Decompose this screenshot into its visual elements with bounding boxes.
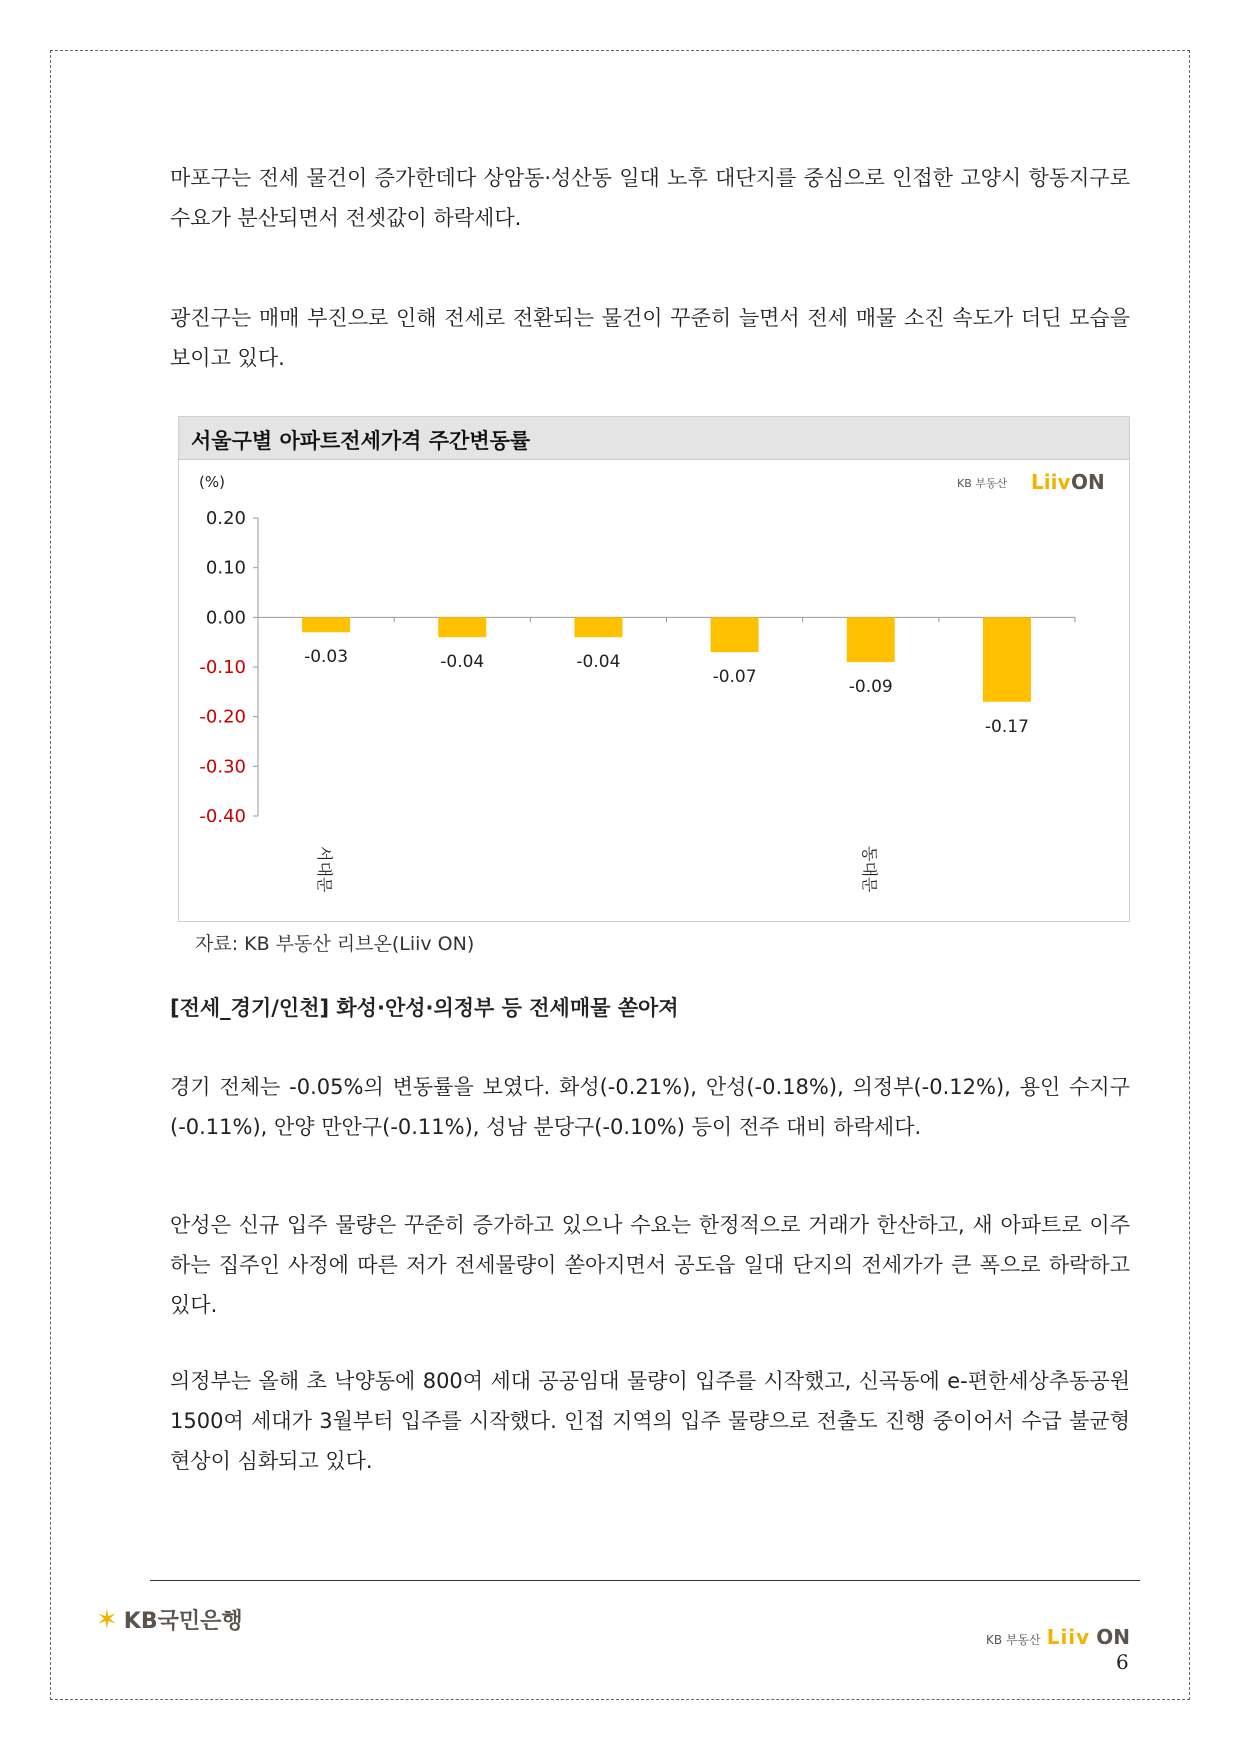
footer-liiv-logo <box>986 1625 1130 1649</box>
section-heading: [전세_경기/인천] 화성·안성·의정부 등 전세매물 쏟아져 <box>170 996 679 1020</box>
bar-value-label: -0.07 <box>712 667 757 688</box>
bar-value-label: -0.17 <box>984 716 1029 737</box>
kb-kookmin-logo <box>96 1604 243 1635</box>
footer-liiv-on: ON <box>1096 1625 1130 1649</box>
footer-liiv-brand: KB 부동산 <box>986 1633 1041 1647</box>
y-tick-label: 0.10 <box>205 557 246 579</box>
paragraph-mapo: 마포구는 전세 물건이 증가한데다 상암동·성산동 일대 노후 대단지를 중심으로 인접한 고양시 항동지구로 수요가 분산되면서 전셋값이 하락세다. <box>170 166 1130 230</box>
footer-liiv-wordmark: Liiv <box>1046 1625 1091 1649</box>
y-tick-label: -0.20 <box>199 706 246 728</box>
bar-value-label: -0.03 <box>304 647 349 668</box>
chart-container <box>178 416 1130 922</box>
y-tick-label: -0.10 <box>199 657 246 678</box>
y-tick-label: -0.30 <box>199 756 246 778</box>
category-label: 동대문 <box>859 846 879 893</box>
category-label: 서대문 <box>315 846 335 893</box>
chart-logo-on: ON <box>1071 470 1105 494</box>
bar-2 <box>438 617 486 637</box>
y-tick-label: -0.40 <box>199 806 246 827</box>
bar-4 <box>711 617 759 652</box>
kb-logo-text: KB국민은행 <box>123 1609 243 1634</box>
bar-3 <box>574 617 622 637</box>
y-tick-label: 0.20 <box>205 508 246 529</box>
bar-6 <box>983 617 1031 701</box>
paragraph-gyeonggi: 경기 전체는 -0.05%의 변동률을 보였다. 화성(-0.21%), 안성(-0.18%), 의정부(-0.12%), 용인 수지구(-0.11%), 안양 만안구(-0.11%), 성남 분당구(-0.10%) 등이 전주 대비 하락세다. <box>170 1075 1130 1139</box>
chart-logo-brand: KB 부동산 <box>957 477 1008 490</box>
kb-star-icon: ✶ <box>96 1604 118 1635</box>
page-number: 6 <box>1116 1650 1129 1674</box>
bar-value-label: -0.04 <box>440 652 485 673</box>
paragraph-gwangjin: 광진구는 매매 부진으로 인해 전세로 전환되는 물건이 꾸준히 늘면서 전세 매물 소진 속도가 더딘 모습을 보이고 있다. <box>170 306 1130 370</box>
bar-chart <box>179 417 1129 921</box>
bar-1 <box>302 617 350 632</box>
y-tick-label: 0.00 <box>205 607 246 629</box>
chart-title: 서울구별 아파트전세가격 주간변동률 <box>191 429 531 453</box>
chart-logo-wordmark: Liiv <box>1031 470 1071 494</box>
chart-source-note: 자료: KB 부동산 리브온(Liiv ON) <box>195 933 475 955</box>
paragraph-uijeongbu: 의정부는 올해 초 낙양동에 800여 세대 공공임대 물량이 입주를 시작했고, 신곡동에 e-편한세상추동공원 1500여 세대가 3월부터 입주를 시작했다. 인접 지역의 입주 물량으로 전출도 진행 중이어서 수급 불균형 현상이 심화되고 있다. <box>170 1369 1130 1473</box>
chart-unit-label: (%) <box>199 473 225 491</box>
bar-value-label: -0.09 <box>848 677 893 698</box>
paragraph-anseong: 안성은 신규 입주 물량은 꾸준히 증가하고 있으나 수요는 한정적으로 거래가 한산하고, 새 아파트로 이주하는 집주인 사정에 따른 저가 전세물량이 쏟아지면서 공도읍 일대 단지의 전세가가 큰 폭으로 하락하고 있다. <box>170 1213 1130 1317</box>
bar-5 <box>847 617 895 662</box>
bar-value-label: -0.04 <box>576 652 621 673</box>
footer-divider <box>150 1580 1140 1581</box>
